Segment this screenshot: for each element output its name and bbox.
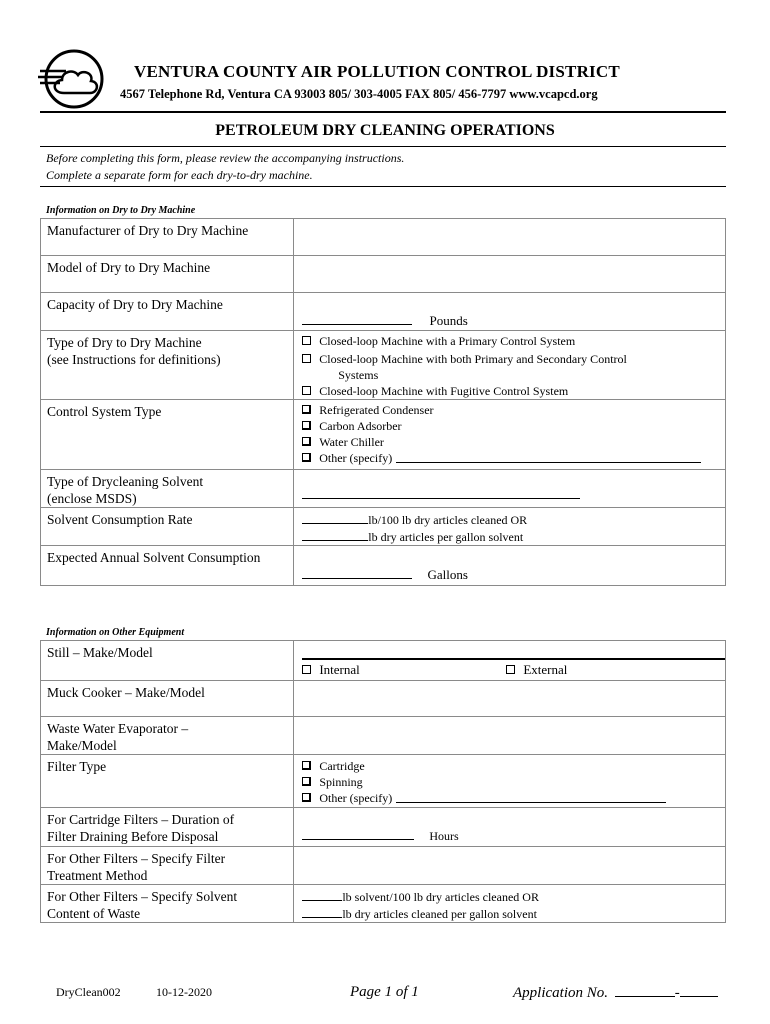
cartridge-unit: Hours bbox=[429, 829, 459, 843]
machine-type-option-cont bbox=[294, 367, 725, 383]
filter-type-options bbox=[294, 755, 726, 808]
model-label: Model of Dry to Dry Machine bbox=[41, 256, 294, 293]
other-filter-treatment-label bbox=[41, 847, 294, 885]
option-label: Refrigerated Condenser bbox=[319, 403, 434, 417]
section2-label: Information on Other Equipment bbox=[46, 627, 185, 638]
cartridge-blank[interactable] bbox=[302, 827, 414, 840]
option-label: Spinning bbox=[319, 775, 363, 789]
consumption-blank[interactable] bbox=[302, 511, 368, 524]
checkbox[interactable] bbox=[302, 453, 311, 462]
annual-consumption-label: Expected Annual Solvent Consumption bbox=[41, 546, 294, 586]
filter-option[interactable] bbox=[294, 774, 725, 790]
machine-type-label-line: (see Instructions for definitions) bbox=[47, 352, 221, 367]
consumption-rate-label: Solvent Consumption Rate bbox=[41, 508, 294, 546]
header-rule bbox=[40, 111, 726, 113]
evaporator-field[interactable] bbox=[294, 717, 726, 755]
table-row bbox=[41, 256, 726, 293]
control-option[interactable] bbox=[294, 434, 725, 450]
capacity-unit: Pounds bbox=[429, 313, 468, 328]
application-blank-2[interactable] bbox=[680, 984, 718, 997]
solvent-type-label bbox=[41, 470, 294, 508]
cartridge-duration-field[interactable] bbox=[294, 808, 726, 847]
manufacturer-label: Manufacturer of Dry to Dry Machine bbox=[41, 219, 294, 256]
table-row bbox=[41, 681, 726, 717]
other-filter-treatment-field[interactable] bbox=[294, 847, 726, 885]
consumption-blank[interactable] bbox=[302, 528, 368, 541]
machine-type-label bbox=[41, 331, 294, 400]
still-field bbox=[294, 641, 726, 681]
checkbox[interactable] bbox=[302, 421, 311, 430]
manufacturer-field[interactable] bbox=[294, 219, 726, 256]
table-row bbox=[41, 470, 726, 508]
checkbox[interactable] bbox=[302, 354, 311, 363]
solvent-content-label-line: Content of Waste bbox=[47, 906, 141, 921]
form-date: 10-12-2020 bbox=[156, 985, 212, 999]
other-equipment-table bbox=[40, 640, 726, 923]
filter-option[interactable] bbox=[294, 758, 725, 774]
other-specify-blank[interactable] bbox=[396, 450, 701, 463]
application-sep: - bbox=[674, 985, 680, 1001]
org-header bbox=[120, 62, 750, 102]
evaporator-label bbox=[41, 717, 294, 755]
filter-option[interactable] bbox=[294, 790, 725, 806]
solvent-type-label-line: (enclose MSDS) bbox=[47, 491, 137, 506]
table-row bbox=[41, 847, 726, 885]
control-option[interactable] bbox=[294, 418, 725, 434]
solvent-type-blank[interactable] bbox=[302, 486, 580, 499]
consumption-option: lb dry articles per gallon solvent bbox=[368, 530, 524, 544]
table-row bbox=[41, 755, 726, 808]
treatment-label-line: For Other Filters – Specify Filter bbox=[47, 851, 226, 866]
instruction-line: Before completing this form, please review the accompanying instructions. bbox=[46, 151, 405, 165]
application-blank-1[interactable] bbox=[615, 984, 675, 997]
consumption-rate-field bbox=[294, 508, 726, 546]
org-name: VENTURA COUNTY AIR POLLUTION CONTROL DISTRICT bbox=[134, 62, 620, 81]
muck-cooker-field[interactable] bbox=[294, 681, 726, 717]
still-internal-option[interactable] bbox=[294, 662, 498, 678]
control-system-options bbox=[294, 400, 726, 470]
evaporator-label-line: Make/Model bbox=[47, 738, 117, 753]
table-row bbox=[41, 331, 726, 400]
table-row bbox=[41, 219, 726, 256]
solvent-content-option: lb dry articles cleaned per gallon solvent bbox=[342, 907, 537, 921]
application-number bbox=[513, 984, 718, 1002]
option-label: External bbox=[523, 662, 568, 677]
solvent-content-option: lb solvent/100 lb dry articles cleaned OR bbox=[342, 890, 539, 904]
machine-type-option[interactable] bbox=[294, 333, 725, 349]
option-label: Other (specify) bbox=[319, 791, 393, 805]
checkbox[interactable] bbox=[302, 777, 311, 786]
annual-unit: Gallons bbox=[427, 567, 468, 582]
filter-other-blank[interactable] bbox=[396, 790, 666, 803]
table-row bbox=[41, 508, 726, 546]
org-address: 4567 Telephone Rd, Ventura CA 93003 805/ 303-4005 FAX 805/ 456-7797 www.vcapcd.org bbox=[120, 87, 598, 101]
solvent-content-label-line: For Other Filters – Specify Solvent bbox=[47, 889, 238, 904]
cartridge-duration-label bbox=[41, 808, 294, 847]
cartridge-label-line: Filter Draining Before Disposal bbox=[47, 829, 219, 844]
model-field[interactable] bbox=[294, 256, 726, 293]
checkbox[interactable] bbox=[302, 437, 311, 446]
option-label: Other (specify) bbox=[319, 451, 393, 465]
table-row bbox=[41, 717, 726, 755]
page-number: Page 1 of 1 bbox=[350, 984, 419, 1000]
instructions bbox=[46, 150, 404, 184]
machine-type-option[interactable] bbox=[294, 351, 725, 367]
capacity-label: Capacity of Dry to Dry Machine bbox=[41, 293, 294, 331]
table-row bbox=[41, 885, 726, 923]
option-label: Closed-loop Machine with a Primary Control System bbox=[319, 334, 576, 348]
cartridge-label-line: For Cartridge Filters – Duration of bbox=[47, 812, 235, 827]
table-row bbox=[41, 400, 726, 470]
option-label: Closed-loop Machine with both Primary and Secondary Control bbox=[319, 352, 627, 366]
option-label: Closed-loop Machine with Fugitive Control System bbox=[319, 384, 569, 398]
section1-label: Information on Dry to Dry Machine bbox=[46, 205, 196, 216]
application-label: Application No. bbox=[513, 985, 608, 1001]
checkbox[interactable] bbox=[302, 665, 311, 674]
still-label: Still – Make/Model bbox=[41, 641, 294, 681]
muck-cooker-label: Muck Cooker – Make/Model bbox=[41, 681, 294, 717]
instructions-rule bbox=[40, 186, 726, 187]
option-label: Water Chiller bbox=[319, 435, 384, 449]
table-row bbox=[41, 546, 726, 586]
machine-type-label-line: Type of Dry to Dry Machine bbox=[47, 335, 202, 350]
table-row bbox=[41, 293, 726, 331]
other-filter-solvent-field bbox=[294, 885, 726, 923]
control-option[interactable] bbox=[294, 402, 725, 418]
cloud-wind-logo-icon bbox=[36, 47, 108, 111]
option-label: Internal bbox=[319, 662, 360, 677]
title-rule bbox=[40, 146, 726, 147]
table-row bbox=[41, 641, 726, 681]
still-external-option[interactable] bbox=[498, 662, 567, 678]
annual-consumption-field[interactable] bbox=[294, 546, 726, 586]
checkbox[interactable] bbox=[506, 665, 515, 674]
option-label: Carbon Adsorber bbox=[319, 419, 402, 433]
machine-type-option[interactable] bbox=[294, 383, 725, 399]
control-option[interactable] bbox=[294, 450, 725, 466]
table-row bbox=[41, 808, 726, 847]
form-title: PETROLEUM DRY CLEANING OPERATIONS bbox=[215, 122, 555, 139]
checkbox[interactable] bbox=[302, 386, 311, 395]
checkbox[interactable] bbox=[302, 405, 311, 414]
checkbox[interactable] bbox=[302, 793, 311, 802]
solvent-type-label-line: Type of Drycleaning Solvent bbox=[47, 474, 204, 489]
filter-type-label: Filter Type bbox=[41, 755, 294, 808]
dry-to-dry-machine-table bbox=[40, 218, 726, 586]
consumption-option: lb/100 lb dry articles cleaned OR bbox=[368, 513, 528, 527]
capacity-field[interactable] bbox=[294, 293, 726, 331]
treatment-label-line: Treatment Method bbox=[47, 868, 148, 883]
checkbox[interactable] bbox=[302, 761, 311, 770]
instruction-line: Complete a separate form for each dry-to-dry machine. bbox=[46, 168, 313, 182]
capacity-blank[interactable] bbox=[302, 312, 412, 325]
solvent-type-field[interactable] bbox=[294, 470, 726, 508]
control-system-label: Control System Type bbox=[41, 400, 294, 470]
other-filter-solvent-label bbox=[41, 885, 294, 923]
evaporator-label-line: Waste Water Evaporator – bbox=[47, 721, 189, 736]
form-code: DryClean002 bbox=[56, 985, 121, 999]
machine-type-options bbox=[294, 331, 726, 400]
solvent-content-blank[interactable] bbox=[302, 888, 342, 901]
option-label: Cartridge bbox=[319, 759, 365, 773]
annual-blank[interactable] bbox=[302, 566, 412, 579]
solvent-content-blank[interactable] bbox=[302, 905, 342, 918]
option-label: Systems bbox=[338, 368, 379, 382]
checkbox[interactable] bbox=[302, 336, 311, 345]
